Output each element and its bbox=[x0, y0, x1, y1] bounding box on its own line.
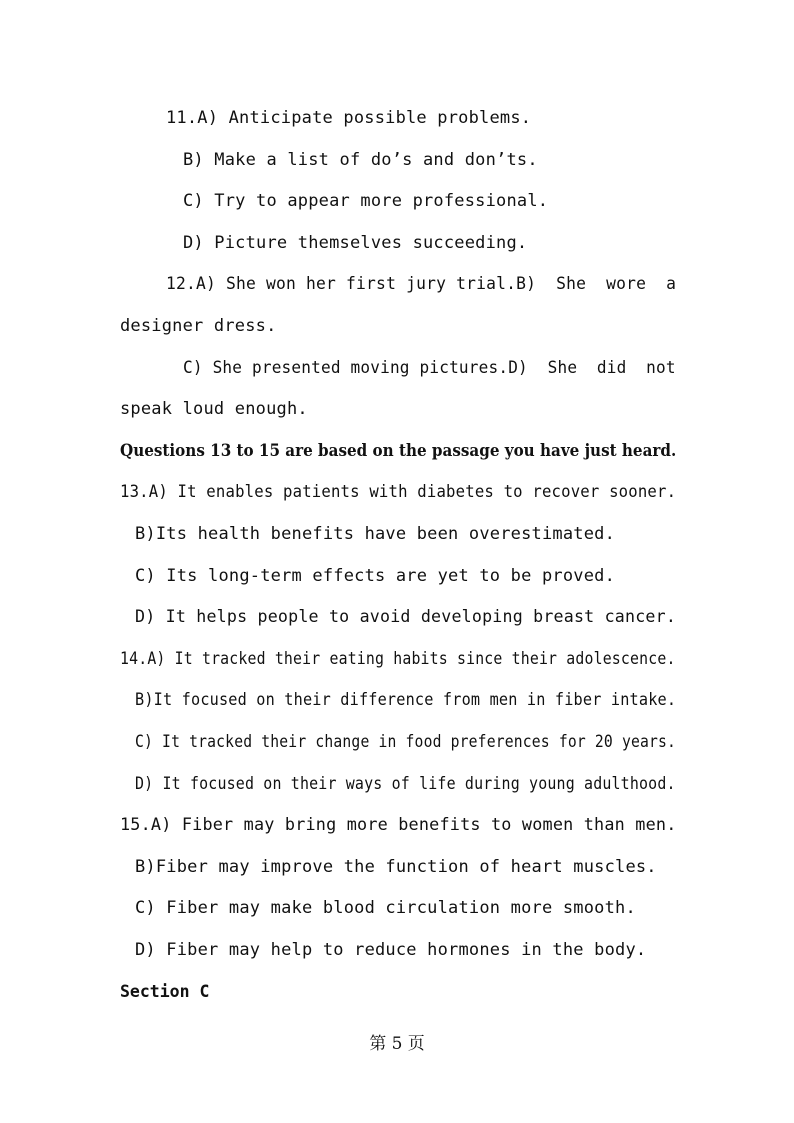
q12-line-1: 12.A) She won her first jury trial.B) She wore a bbox=[166, 274, 677, 294]
q15-option-b: B)Fiber may improve the function of heart muscles. bbox=[135, 857, 657, 877]
q11-option-b: B) Make a list of do’s and don’ts. bbox=[183, 150, 538, 170]
q15-option-a: 15.A) Fiber may bring more benefits to women than men. bbox=[120, 815, 677, 835]
q14-option-a: 14.A) It tracked their eating habits since their adolescence. bbox=[120, 649, 676, 669]
q13-option-b: B)Its health benefits have been overestimated. bbox=[135, 524, 616, 544]
section-c-heading: Section C bbox=[120, 982, 210, 1001]
q13-option-c: C) Its long-term effects are yet to be proved. bbox=[135, 566, 616, 586]
q15-option-d: D) Fiber may help to reduce hormones in the body. bbox=[135, 940, 647, 960]
q11-option-c: C) Try to appear more professional. bbox=[183, 191, 549, 211]
q14-option-d: D) It focused on their ways of life during young adulthood. bbox=[135, 774, 676, 794]
q11-option-a: 11.A) Anticipate possible problems. bbox=[166, 108, 532, 128]
page-number-footer: 第 5 页 bbox=[369, 1034, 425, 1054]
q11-option-d: D) Picture themselves succeeding. bbox=[183, 233, 528, 253]
q12-line-4: speak loud enough. bbox=[120, 399, 308, 419]
q14-option-c: C) It tracked their change in food preferences for 20 years. bbox=[135, 732, 677, 752]
q14-option-b: B)It focused on their difference from men in fiber intake. bbox=[135, 690, 677, 710]
questions-13-15-heading: Questions 13 to 15 are based on the passage you have just heard. bbox=[120, 441, 677, 460]
q13-option-d: D) It helps people to avoid developing breast cancer. bbox=[135, 607, 677, 627]
q12-line-2: designer dress. bbox=[120, 316, 277, 336]
q12-line-3: C) She presented moving pictures.D) She did not bbox=[183, 358, 676, 378]
q15-option-c: C) Fiber may make blood circulation more smooth. bbox=[135, 898, 636, 918]
q13-option-a: 13.A) It enables patients with diabetes to recover sooner. bbox=[120, 482, 677, 502]
